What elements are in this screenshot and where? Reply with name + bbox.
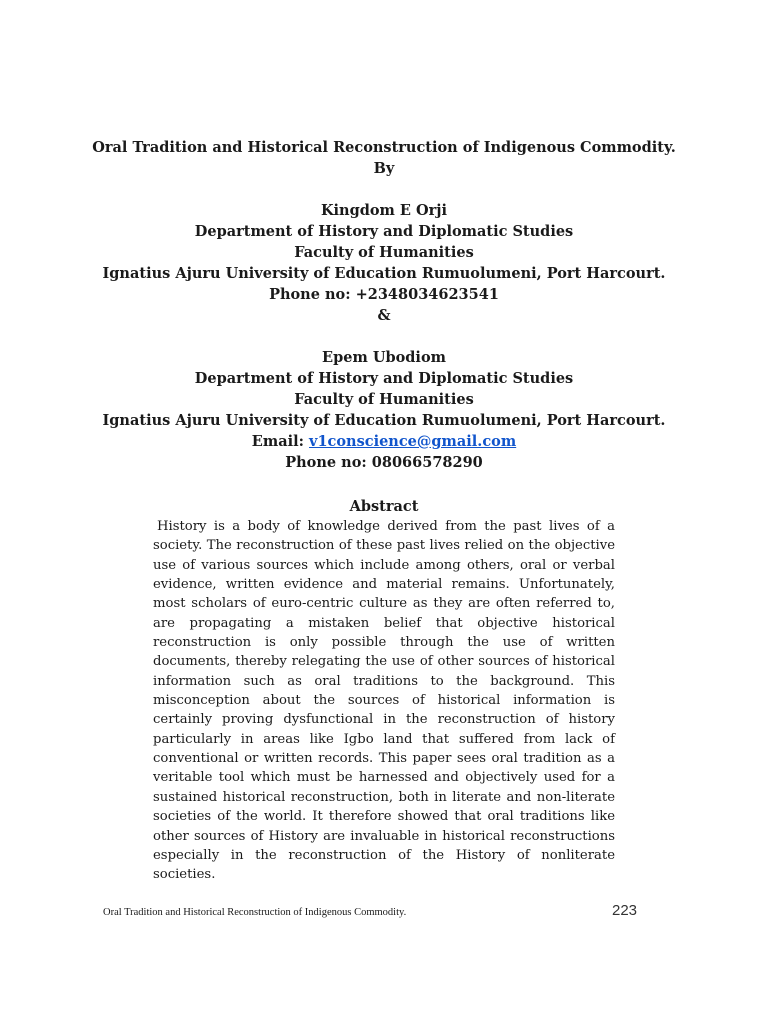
page-number: 223 [612,902,638,919]
author1-name: Kingdom E Orji [320,202,448,219]
author2-email-line [0,431,768,452]
author2-name: Epem Ubodiom [322,349,446,366]
footer-running-title: Oral Tradition and Historical Reconstruction of Indigenous Commodity. [103,907,407,918]
author2-department: Department of History and Diplomatic Studies [194,370,574,387]
email-link[interactable]: v1conscience@gmail.com [309,433,517,450]
author1-institution: Ignatius Ajuru University of Education Rumuolumeni, Port Harcourt. [102,265,666,282]
author1-faculty: Faculty of Humanities [294,244,474,261]
ampersand: & [377,307,391,324]
paper-title: Oral Tradition and Historical Reconstruction of Indigenous Commodity. [92,139,676,156]
author1-department: Department of History and Diplomatic Studies [194,223,574,240]
abstract-text: History is a body of knowledge derived from the past lives of a society. The reconstruction of these past lives relied on the objective use of various sources which include among others, oral or verbal evidence, written evidence and material remains. Unfortunately, most scholars of euro-centric culture as they are often referred to, are propagating a mistaken belief that objective historical reconstruction is only possible through the use of written documents, thereby relegating the use of other sources of historical information such as oral traditions to the background. This misconception about the sources of historical information is certainly proving dysfunctional in the reconstruction of history particularly in areas like Igbo land that suffered from lack of conventional or written records. This paper sees oral tradition as a veritable tool which must be harnessed and objectively used for a sustained historical reconstruction, both in literate and non-literate societies of the world. It therefore showed that oral traditions like other sources of History are invaluable in historical reconstructions especially in the reconstruction of the History of nonliterate societies. [153,519,615,883]
title-block [0,137,768,473]
abstract-heading: Abstract [349,498,419,515]
author2-faculty: Faculty of Humanities [294,391,474,408]
by-line: By [373,160,395,177]
author2-phone: Phone no: 08066578290 [285,454,483,471]
email-label: Email: [251,433,310,450]
author2-institution: Ignatius Ajuru University of Education Rumuolumeni, Port Harcourt. [102,412,666,429]
spacer [0,326,768,347]
author1-phone: Phone no: +2348034623541 [269,286,499,303]
spacer [0,179,768,200]
